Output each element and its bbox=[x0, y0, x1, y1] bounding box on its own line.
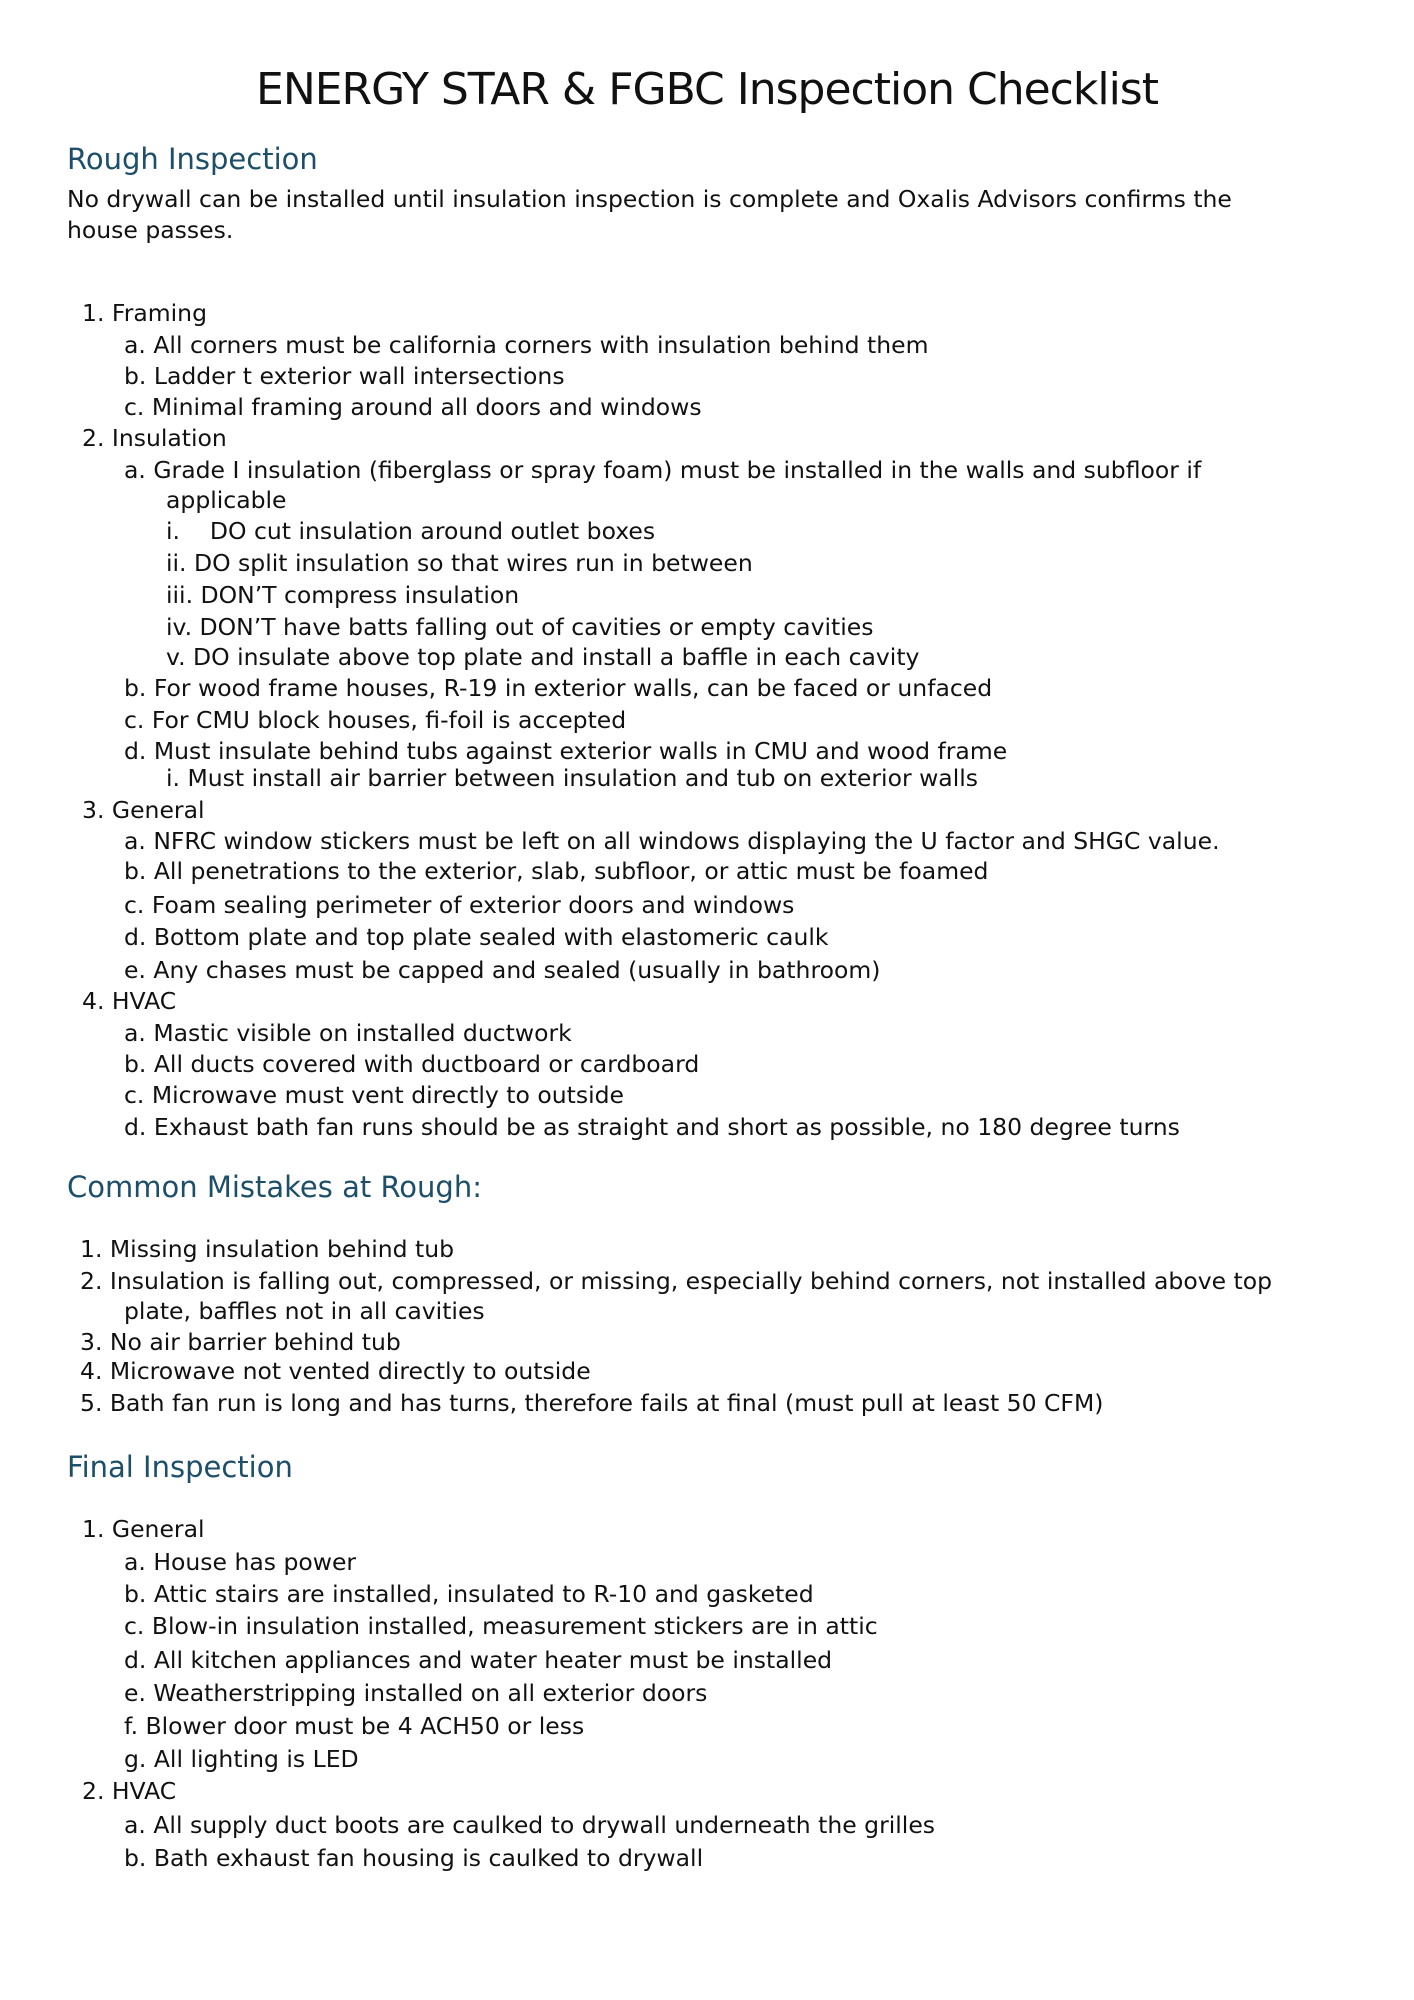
mistake-2-line-1: 2. Insulation is falling out, compressed, or missing, especially behind corners, not installed above top bbox=[80, 1267, 1273, 1295]
final-general-item-b: b. Attic stairs are installed, insulated to R-10 and gasketed bbox=[124, 1580, 814, 1608]
insulation-item-d: d. Must insulate behind tubs against exterior walls in CMU and wood frame bbox=[124, 737, 1008, 765]
rough-general-item-d: d. Bottom plate and top plate sealed with elastomeric caulk bbox=[124, 923, 829, 951]
insulation-item-a-iii: iii. DON’T compress insulation bbox=[166, 581, 520, 609]
rough-inspection-heading: Rough Inspection bbox=[67, 142, 318, 176]
final-general-item-f: f. Blower door must be 4 ACH50 or less bbox=[124, 1712, 585, 1740]
insulation-item-a-line-2: applicable bbox=[166, 486, 287, 514]
final-hvac-item-a: a. All supply duct boots are caulked to drywall underneath the grilles bbox=[124, 1811, 936, 1839]
rough-general-item-b: b. All penetrations to the exterior, slab, subfloor, or attic must be foamed bbox=[124, 857, 989, 885]
rough-general-item-e: e. Any chases must be capped and sealed (usually in bathroom) bbox=[124, 956, 881, 984]
rough-hvac-item-b: b. All ducts covered with ductboard or cardboard bbox=[124, 1050, 700, 1078]
rough-hvac-item: 4. HVAC bbox=[82, 987, 177, 1015]
insulation-item-d-i: i. Must install air barrier between insulation and tub on exterior walls bbox=[166, 764, 979, 792]
rough-general-item: 3. General bbox=[82, 796, 205, 824]
final-general-item-d: d. All kitchen appliances and water heater must be installed bbox=[124, 1646, 833, 1674]
final-hvac-item-b: b. Bath exhaust fan housing is caulked to drywall bbox=[124, 1844, 704, 1872]
insulation-item-a-i: i. DO cut insulation around outlet boxes bbox=[166, 517, 656, 545]
final-general-item: 1. General bbox=[82, 1515, 205, 1543]
final-general-item-e: e. Weatherstripping installed on all exterior doors bbox=[124, 1679, 708, 1707]
framing-item-c: c. Minimal framing around all doors and windows bbox=[124, 393, 702, 421]
framing-item-a: a. All corners must be california corners with insulation behind them bbox=[124, 331, 929, 359]
framing-item-b: b. Ladder t exterior wall intersections bbox=[124, 362, 565, 390]
insulation-item-a-v: v. DO insulate above top plate and install a baffle in each cavity bbox=[166, 643, 920, 671]
rough-hvac-item-d: d. Exhaust bath fan runs should be as straight and short as possible, no 180 degree turns bbox=[124, 1113, 1180, 1141]
final-general-item-a: a. House has power bbox=[124, 1548, 357, 1576]
insulation-item: 2. Insulation bbox=[82, 424, 227, 452]
final-general-item-c: c. Blow-in insulation installed, measurement stickers are in attic bbox=[124, 1612, 878, 1640]
rough-intro-line-2: house passes. bbox=[67, 216, 234, 244]
mistake-4: 4. Microwave not vented directly to outside bbox=[80, 1357, 591, 1385]
rough-general-item-c: c. Foam sealing perimeter of exterior doors and windows bbox=[124, 891, 795, 919]
final-hvac-item: 2. HVAC bbox=[82, 1777, 177, 1805]
mistake-5: 5. Bath fan run is long and has turns, therefore fails at final (must pull at least 50 CFM) bbox=[80, 1389, 1104, 1417]
page-title: ENERGY STAR & FGBC Inspection Checklist bbox=[256, 64, 1158, 115]
common-mistakes-heading: Common Mistakes at Rough: bbox=[67, 1170, 482, 1204]
mistake-2-line-2: plate, baffles not in all cavities bbox=[124, 1297, 485, 1325]
rough-general-item-a: a. NFRC window stickers must be left on all windows displaying the U factor and SHGC value. bbox=[124, 827, 1220, 855]
final-general-item-g: g. All lighting is LED bbox=[124, 1745, 359, 1773]
insulation-item-b: b. For wood frame houses, R-19 in exterior walls, can be faced or unfaced bbox=[124, 674, 993, 702]
insulation-item-a-ii: ii. DO split insulation so that wires run in between bbox=[166, 549, 753, 577]
mistake-3: 3. No air barrier behind tub bbox=[80, 1328, 401, 1356]
insulation-item-a-iv: iv. DON’T have batts falling out of cavities or empty cavities bbox=[166, 613, 874, 641]
final-inspection-heading: Final Inspection bbox=[67, 1450, 293, 1484]
insulation-item-a-line-1: a. Grade I insulation (fiberglass or spray foam) must be installed in the walls and subfloor if bbox=[124, 456, 1202, 484]
rough-hvac-item-a: a. Mastic visible on installed ductwork bbox=[124, 1019, 572, 1047]
rough-intro-line-1: No drywall can be installed until insulation inspection is complete and Oxalis Advisors confirms the bbox=[67, 185, 1232, 213]
mistake-1: 1. Missing insulation behind tub bbox=[80, 1235, 455, 1263]
rough-hvac-item-c: c. Microwave must vent directly to outside bbox=[124, 1081, 625, 1109]
insulation-item-c: c. For CMU block houses, fi-foil is accepted bbox=[124, 706, 627, 734]
framing-item: 1. Framing bbox=[82, 299, 207, 327]
